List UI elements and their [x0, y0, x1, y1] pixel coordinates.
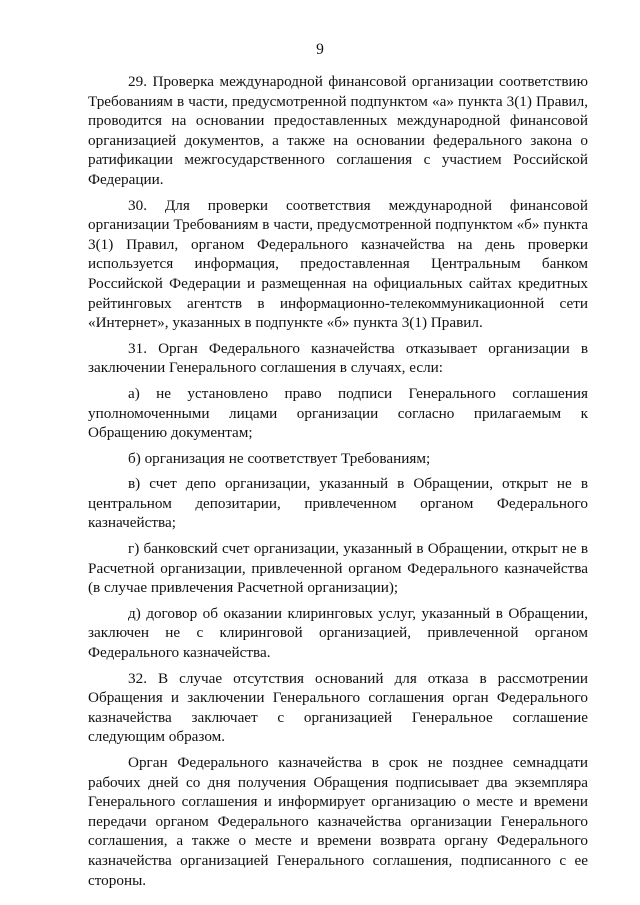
- paragraph-29: 29. Проверка международной финансовой организации соответствию Требованиям в части, предусмотренной подпунктом «а» пункта 3(1) Правил, проводится на основании предоставленных международной финансовой организацией документов, а также на основании федерального закона о ратификации межгосударственного соглашения с участием Российской Федерации.: [88, 73, 588, 188]
- paragraph-31-item-a: а) не установлено право подписи Генерального соглашения уполномоченными лицами организации согласно прилагаемым к Обращению документам;: [88, 384, 588, 442]
- paragraph-31-item-g: г) банковский счет организации, указанный в Обращении, открыт не в Расчетной организации, привлеченной органом Федерального казначейства (в случае привлечения Расчетной организации);: [88, 540, 588, 597]
- paragraph-31-item-b: б) организация не соответствует Требованиям;: [128, 449, 431, 467]
- paragraph-30: 30. Для проверки соответствия международной финансовой организации Требованиям в части, предусмотренной подпунктом «б» пункта 3(1) Правил, органом Федерального казначейства на день проверки используется информация, предоставленная Центральным банком Российской Федерации и размещенная на официальных сайтах кредитных рейтинговых агентств в информационно-телекоммуникационной сети «Интернет», указанных в подпункте «б» пункта 3(1) Правил.: [88, 196, 588, 332]
- paragraph-31-item-d: д) договор об оказании клиринговых услуг, указанный в Обращении, заключен не с клиринговой организацией, привлеченной органом Федерального казначейства.: [88, 604, 588, 662]
- paragraph-32-continuation: Орган Федерального казначейства в срок не позднее семнадцати рабочих дней со дня получения Обращения подписывает два экземпляра Генерального соглашения и информирует организацию о месте и времени передачи органом Федерального казначейства организации Генерального соглашения, а также о месте и времени возврата органу Федерального казначейства организацией Генерального соглашения, подписанного с ее стороны.: [88, 754, 588, 889]
- paragraph-31-item-v: в) счет депо организации, указанный в Обращении, открыт не в центральном депозитарии, привлеченном органом Федерального казначейства;: [88, 475, 588, 532]
- paragraph-32: 32. В случае отсутствия оснований для отказа в рассмотрении Обращения и заключении Генерального соглашения орган Федерального казначейства заключает с организацией Генеральное соглашение следующим образом.: [88, 669, 588, 746]
- page-number: 9: [316, 41, 324, 58]
- document-body: [88, 72, 588, 896]
- paragraph-31: 31. Орган Федерального казначейства отказывает организации в заключении Генерального соглашения в случаях, если:: [88, 339, 588, 377]
